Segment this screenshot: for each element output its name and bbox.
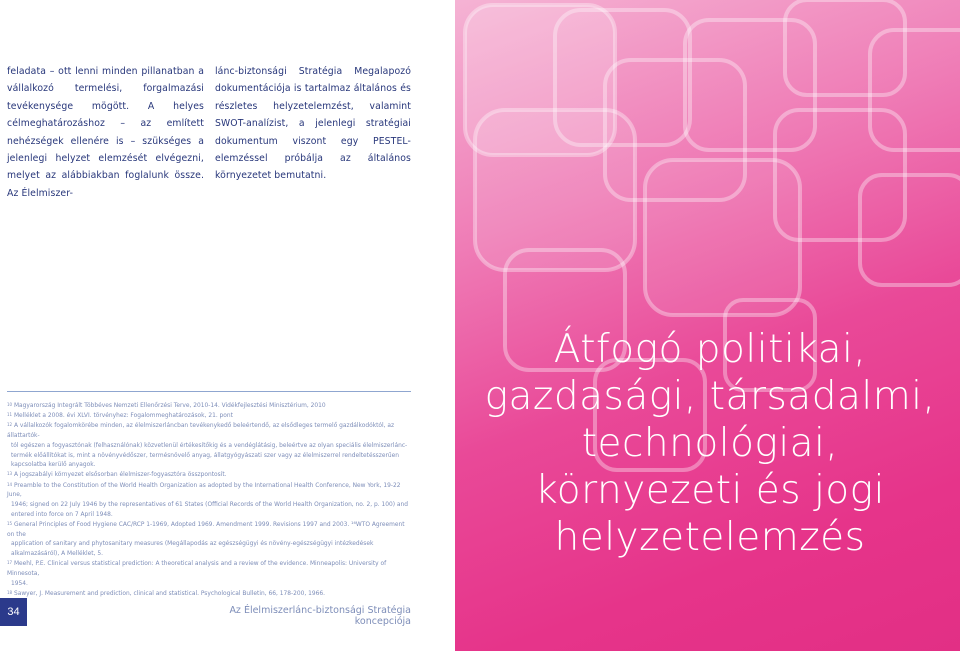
footnote-text: A jogszabályi környezet elsősorban élelmiszer-fogyasztóra összpontosít. [13,472,227,479]
footnote [7,471,411,481]
footnote-text: Preamble to the Constitution of the World Health Organization as adopted by the International Health Conference, New York, 19-22 June, [7,482,401,499]
footnote-text: Sawyer, J. Measurement and prediction, clinical and statistical. Psychological Bulletin, 66, 178-200, 1966. [13,590,325,597]
footnote [7,590,411,600]
body-paragraph: lánc-biztonsági Stratégia Megalapozó dokumentációja is tartalmaz általános és részletes helyzetelemzést, valamint SWOT-analízist, a jelenlegi stratégiai dokumentum viszont egy PESTEL-elemzéssel próbálja az általános környezetet bemutatni. [215,66,411,182]
headline-line: technológiai, [581,421,839,466]
footnote [7,521,411,560]
right-page-cover [455,0,960,651]
footnote [7,422,411,471]
decor-square [870,30,960,150]
running-title: Az Élelmiszerlánc-biztonsági Stratégia koncepciója [229,605,411,627]
footnote-divider [7,391,411,392]
footnote-number: 15 [7,520,13,526]
page-number-badge [0,598,27,626]
footnote-text: Melléklet a 2008. évi XLVI. törvényhez: Fogalommeghatározások, 21. pont [13,413,233,420]
footnote-number: 14 [7,481,13,487]
footnote-continuation: application of sanitary and phytosanitary measures (Megállapodás az egészségügyi és növény-egészségügyi intézkedések alkalmazásáról), A Melléklet, 5. [11,541,374,558]
cover-headline [465,326,955,561]
headline-line: Átfogó politikai, [553,327,867,372]
footnote-text: Magyarország Integrált Többéves Nemzeti Ellenőrzési Terve, 2010-14. Vidékfejlesztési Minisztérium, 2010 [13,403,326,409]
footnote-text: General Principles of Food Hygiene CAC/RCP 1-1969, Adopted 1969. Amendment 1999. Revisions 1997 and 2003. ¹⁶WTO Agreement on the [7,521,405,538]
footnote-number: 10 [7,402,13,407]
footnote-number: 17 [7,560,13,566]
footnote-text: Meehl, P.E. Clinical versus statistical prediction: A theoretical analysis and a review of the evidence. Minneapolis: University of Minnesota, [7,561,387,577]
footnote-continuation: 1954. [11,580,28,587]
headline-line: környezeti és jogi [535,468,885,513]
footnote [7,482,411,521]
footnote-continuation: 1946; signed on 22 July 1946 by the representatives of 61 States (Official Records of the World Health Organization, no. 2, p. 100) and entered into force on 7 April 1948. [11,502,409,518]
headline-line: gazdasági, társadalmi, [484,374,936,419]
footnote [7,402,411,412]
footnote-number: 11 [7,412,13,418]
footnote-number: 18 [7,589,13,595]
headline-line: helyzetelemzés [554,515,866,560]
footnote [7,412,411,422]
footnote-text: A vállalkozók fogalomkörébe minden, az élelmiszerláncban tevékenykedő beleértendő, az elsődleges termelő gazdálkodóktól, az állattartók- [7,423,395,440]
decor-square [685,20,815,150]
footnote [7,560,411,589]
page-number: 34 [7,606,20,618]
decor-square [860,175,960,285]
footnote-number: 13 [7,471,13,477]
decor-square [785,0,905,95]
left-page [0,0,455,651]
footnotes [7,402,411,600]
footnote-number: 12 [7,422,13,428]
footnote-continuation: tól egészen a fogyasztónak (felhasználónak) közvetlenül értékesítőkig és a vendéglátásig, beleértve az olyan speciális élelmiszerlánc-termék előállítókat is, mint a növényvédőszer, termésnövelő anyag, állatgyógyászati szer vagy az élelmiszerrel rendeltetésszerűen kapcsolatba kerülő anyagok. [11,442,408,469]
text-column-2 [215,63,411,185]
body-paragraph: feladata – ott lenni minden pillanatban a vállalkozó termelési, forgalmazási tevékenysége mögött. A helyes célmeghatározáshoz – az említett nehézségek ellenére is – szükséges a jelenlegi helyzet elemzését elvégezni, melyet az alábbiakban foglalunk össze. Az Élelmiszer- [7,66,204,199]
text-column-1 [7,63,204,202]
